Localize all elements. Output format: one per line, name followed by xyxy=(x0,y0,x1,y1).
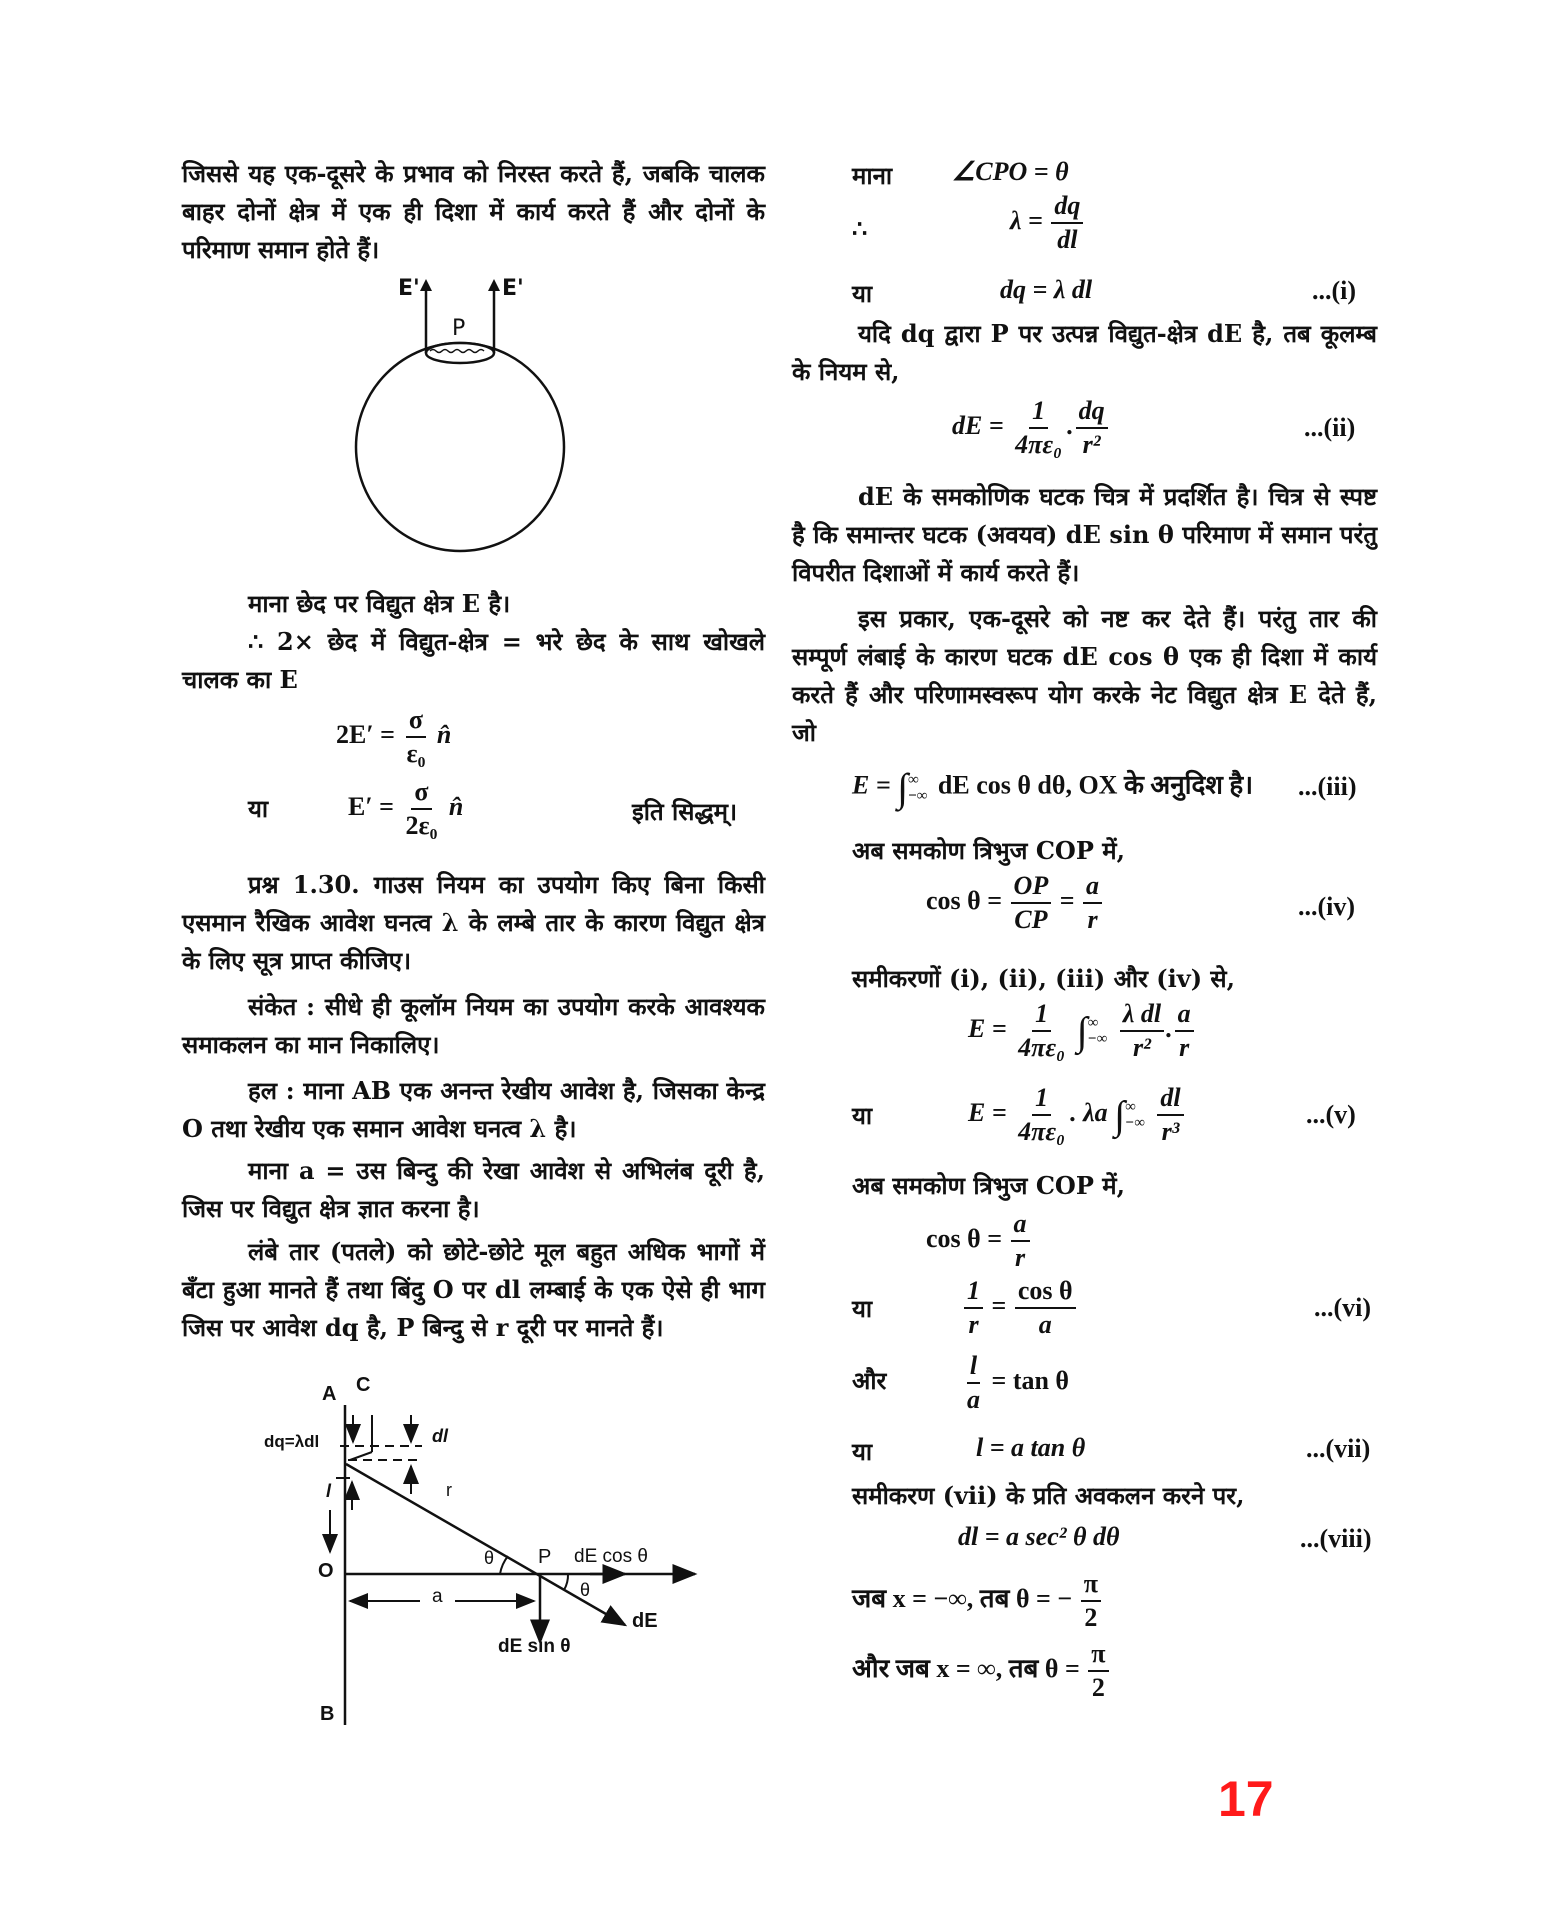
line-double-field: ∴ 2× छेद में विद्युत-क्षेत्र = भरे छेद के साथ खोखले चालक का E xyxy=(182,627,765,694)
fig1-label-e1: E' xyxy=(398,276,420,301)
coulomb-paragraph: यदि dq द्वारा P पर उत्पन्न विद्युत-क्षेत्र dE है, तब कूलम्ब के नियम से, xyxy=(792,319,1377,386)
therefore-symbol: ∴ xyxy=(852,214,868,243)
combine-equations-line: समीकरणों (i), (ii), (iii) और (iv) से, xyxy=(852,964,1236,993)
equation-l-over-a: $\frac{l}{a}$ = tan θ xyxy=(967,1351,1070,1414)
equation-vi: $\frac{1}{r}$ = $\frac{\text{cos θ}}{a}$ xyxy=(962,1275,1078,1341)
triangle-cop-line-2: अब समकोण त्रिभुज COP में, xyxy=(852,1171,1125,1200)
equation-tag-vi: ...(vi) xyxy=(1314,1293,1372,1322)
fig2-label-p: P xyxy=(538,1546,552,1568)
equation-cos-theta: cos θ = $\frac{a}{r}$ xyxy=(926,1208,1032,1274)
fig2-label-l: l xyxy=(326,1481,332,1501)
fig2-label-r: r xyxy=(446,1480,452,1500)
equation-viii: dl = a sec² θ dθ xyxy=(958,1522,1120,1551)
equation-tag-viii: ...(viii) xyxy=(1300,1524,1372,1553)
fig2-label-de: dE xyxy=(632,1610,658,1632)
angle-cpo-equation: ∠CPO = θ xyxy=(952,157,1069,186)
fig2-label-a: a xyxy=(432,1586,443,1607)
question-1-30: प्रश्न 1.30. गाउस नियम का उपयोग किए बिना किसी एसमान रैखिक आवेश घनत्व λ के लम्बे तार के कारण विद्युत क्षेत्र के लिए सूत्र प्राप्त कीजिए। xyxy=(182,870,765,975)
fig2-label-a-top: A xyxy=(322,1383,337,1405)
limit-plus-infinity: और जब x = ∞, तब θ = $\frac{\pi}{2}$ xyxy=(852,1638,1111,1704)
fig2-label-theta2: θ xyxy=(580,1580,591,1600)
page-number: 17 xyxy=(1218,1771,1274,1827)
fig1-label-e2: E' xyxy=(502,276,524,301)
equation-vii: l = a tan θ xyxy=(976,1433,1086,1462)
equation-ii: dE = $\frac{1}{\text{4πε₀}}$ . $\frac{dq}{\text{r²}}$ xyxy=(952,395,1110,461)
solution-paragraph-1: हल : माना AB एक अनन्त रेखीय आवेश है, जिसका केन्द्र O तथा रेखीय एक समान आवेश घनत्व λ है। xyxy=(182,1076,765,1143)
r1-prefix: माना xyxy=(852,161,893,190)
fig2-label-dq: dq=λdl xyxy=(264,1432,320,1451)
eq-v-prefix: या xyxy=(852,1101,873,1130)
equation-tag-iii: ...(iii) xyxy=(1298,772,1357,801)
fig2-label-de-cos: dE cos θ xyxy=(574,1546,648,1567)
equation-tag-vii: ...(vii) xyxy=(1306,1434,1371,1463)
lambda-equation: λ = $\frac{dq}{dl}$ xyxy=(1010,190,1085,256)
triangle-cop-line-1: अब समकोण त्रिभुज COP में, xyxy=(852,836,1125,865)
eq2-prefix: या xyxy=(248,794,269,823)
cancel-paragraph: इस प्रकार, एक-दूसरे को नष्ट कर देते हैं। परंतु तार की सम्पूर्ण लंबाई के कारण घटक dE cos θ एक ही दिशा में कार्य करते हैं और परिणामस्वरूप योग करके नेट विद्युत क्षेत्र E देते हैं, जो xyxy=(792,604,1377,747)
dq-equation: dq = λ dl xyxy=(1000,275,1093,304)
fig2-label-o: O xyxy=(318,1560,334,1582)
solution-paragraph-3: लंबे तार (पतले) को छोटे-छोटे मूल बहुत अधिक भागों में बँटा हुआ मानते हैं तथा बिंदु O पर dl लम्बाई के एक ऐसे ही भाग जिस पर आवेश dq है, P बिन्दु से r दूरी पर मानते हैं। xyxy=(182,1237,765,1342)
solution-paragraph-2: माना a = उस बिन्दु की रेखा आवेश से अभिलंब दूरी है, जिस पर विद्युत क्षेत्र ज्ञात करना है। xyxy=(182,1156,765,1223)
equation-tag-i: ...(i) xyxy=(1312,276,1357,305)
equation-iii: E = ∫ ∞ −∞ dE cos θ dθ, OX के अनुदिश है। xyxy=(852,765,1254,810)
equation-e-prime: E′ = $\frac{\sigma}{\text{2ε₀}}$ n̂ xyxy=(348,777,464,840)
eq-vi-prefix: या xyxy=(852,1294,873,1323)
eq-and-prefix: और xyxy=(852,1366,887,1395)
fig2-label-b: B xyxy=(320,1703,335,1725)
hence-proved-note: इति सिद्धम्। xyxy=(632,797,738,826)
line-field-at-hole: माना छेद पर विद्युत क्षेत्र E है। xyxy=(248,589,511,618)
equation-iv: cos θ = $\frac{OP}{CP}$ = $\frac{a}{r}$ xyxy=(926,870,1104,936)
r3-prefix: या xyxy=(852,279,873,308)
fig2-label-c: C xyxy=(356,1374,371,1396)
limit-minus-infinity: जब x = −∞, तब θ = − $\frac{\pi}{2}$ xyxy=(852,1568,1103,1634)
equation-tag-v: ...(v) xyxy=(1306,1100,1356,1129)
equation-2e-prime: 2E′ = $\frac{\sigma}{\text{ε₀}}$ n̂ xyxy=(336,705,452,768)
components-paragraph: dE के समकोणिक घटक चित्र में प्रदर्शित है। चित्र से स्पष्ट है कि समान्तर घटक (अवयव) dE sin θ परिमाण में समान परंतु विपरीत दिशाओं में कार्य करते हैं। xyxy=(792,482,1377,587)
intro-paragraph: जिससे यह एक-दूसरे के प्रभाव को निरस्त करते हैं, जबकि चालक बाहर दोनों क्षेत्र में एक ही दिशा में कार्य करते हैं और दोनों के परिमाण समान होते हैं। xyxy=(182,159,765,264)
fig2-label-de-sin: dE sin θ xyxy=(498,1636,571,1657)
equation-tag-ii: ...(ii) xyxy=(1304,413,1356,442)
fig2-label-theta1: θ xyxy=(484,1548,495,1568)
hint-paragraph: संकेत : सीधे ही कूलॉम नियम का उपयोग करके आवश्यक समाकलन का मान निकालिए। xyxy=(182,992,765,1059)
differentiate-line: समीकरण (vii) के प्रति अवकलन करने पर, xyxy=(852,1481,1245,1510)
fig2-label-dl: dl xyxy=(432,1426,448,1446)
equation-e-integral: E = $\frac{1}{\text{4πε₀}}$ ∫ ∞ −∞ $\frac{\text{λ dl}}{\text{r²}}$ . $\frac{a}{r}$ xyxy=(968,998,1196,1064)
eq-vii-prefix: या xyxy=(852,1437,873,1466)
equation-v: E = $\frac{1}{\text{4πε₀}}$ . λa ∫ ∞ −∞ $\frac{dl}{\text{r³}}$ xyxy=(968,1082,1186,1148)
fig1-label-p: P xyxy=(452,316,466,341)
equation-tag-iv: ...(iv) xyxy=(1298,892,1356,921)
